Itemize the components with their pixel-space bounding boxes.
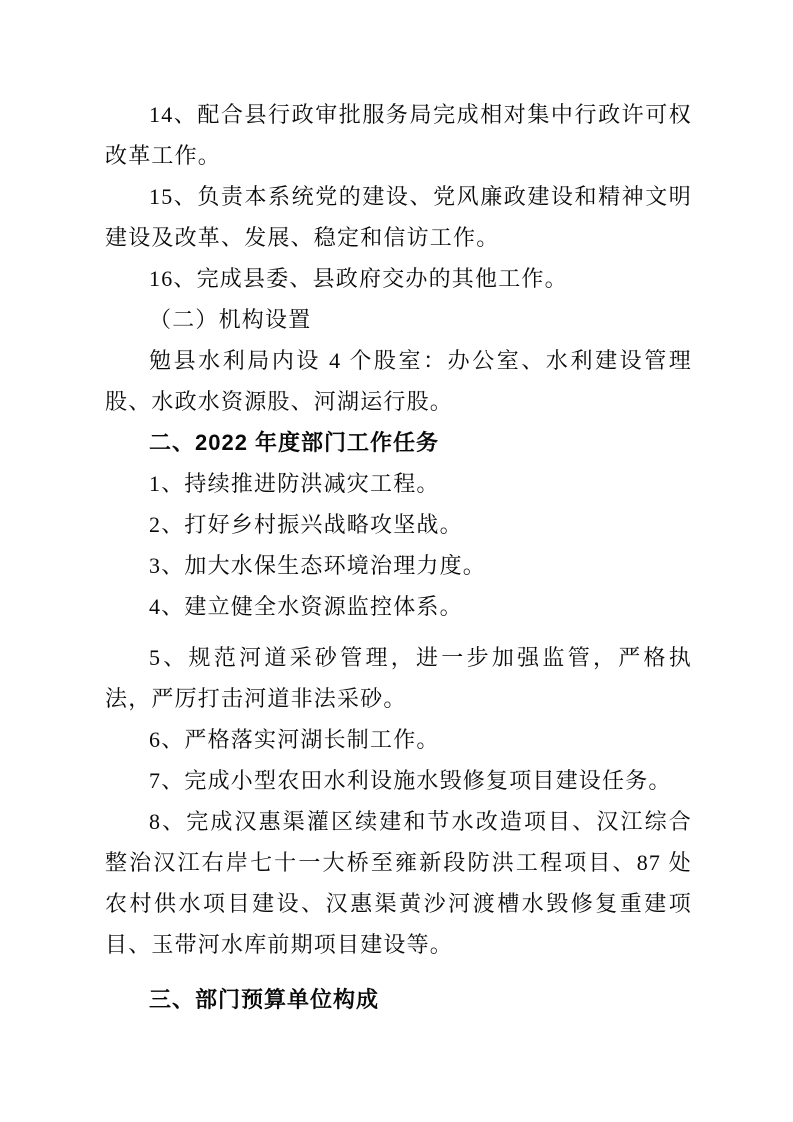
para-task-8: 8、完成汉惠渠灌区续建和节水改造项目、汉江综合整治汉江右岸七十一大桥至雍新段防洪工程项目、87 处农村供水项目建设、汉惠渠黄沙河渡槽水毁修复重建项目、玉带河水库前期项目建设等。 [105, 809, 692, 957]
para-duty-15: 15、负责本系统党的建设、党风廉政建设和精神文明建设及改革、发展、稳定和信访工作。 [105, 184, 692, 250]
para-task-6: 6、严格落实河湖长制工作。 [149, 727, 440, 752]
heading-section-3-budget-units: 三、部门预算单位构成 [149, 987, 380, 1012]
para-duty-16: 16、完成县委、县政府交办的其他工作。 [149, 266, 568, 291]
para-task-4: 4、建立健全水资源监控体系。 [149, 594, 463, 619]
para-task-2: 2、打好乡村振兴战略攻坚战。 [149, 512, 463, 537]
para-org-setup-label: （二）机构设置 [149, 307, 312, 332]
para-task-1: 1、持续推进防洪减灾工程。 [149, 471, 440, 496]
para-task-5: 5、规范河道采砂管理，进一步加强监管，严格执法，严厉打击河道非法采砂。 [105, 645, 692, 711]
para-duty-14: 14、配合县行政审批服务局完成相对集中行政许可权改革工作。 [105, 102, 692, 168]
heading-section-2-work-tasks: 二、2022 年度部门工作任务 [149, 430, 440, 455]
para-task-3: 3、加大水保生态环境治理力度。 [149, 553, 487, 578]
para-org-setup-detail: 勉县水利局内设 4 个股室：办公室、水利建设管理股、水政水资源股、河湖运行股。 [105, 348, 692, 414]
para-task-7: 7、完成小型农田水利设施水毁修复项目建设任务。 [149, 768, 672, 793]
